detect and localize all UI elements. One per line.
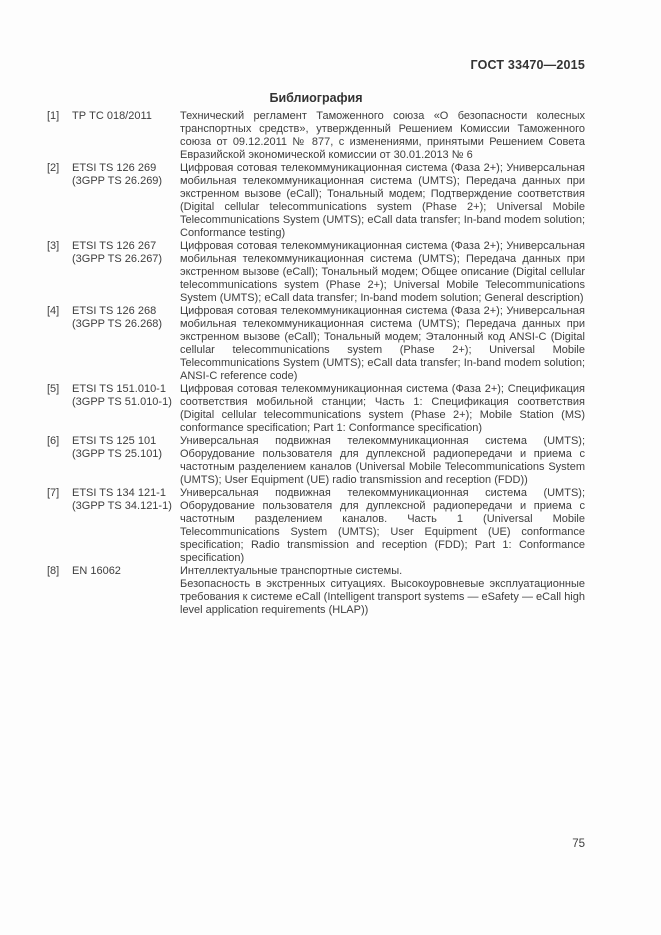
entry-designation-secondary: (3GPP TS 51.010-1) (72, 396, 172, 408)
entry-designation-primary: ETSI TS 151.010-1 (72, 383, 166, 395)
entry-description (180, 240, 585, 305)
bibliography-entry (47, 110, 585, 162)
entry-ref-number: [5] (47, 383, 60, 395)
entry-ref-number: [7] (47, 487, 60, 499)
entry-description (180, 565, 585, 617)
entry-ref-number: [6] (47, 435, 60, 447)
entry-description-text: Технический регламент Таможенного союза «О безопасности колесных транспортных средств», утвержденный Решением Комиссии Таможенного союза от 09.12.2011 № 877, с изменениями, принятыми Решением Совета Евразийской экономической комиссии от 30.01.2013 № 6 (180, 110, 585, 161)
entry-designation-secondary: (3GPP TS 34.121-1) (72, 500, 172, 512)
entry-designation (72, 240, 180, 266)
entry-designation-primary: ETSI TS 126 269 (72, 162, 157, 174)
entry-designation (72, 305, 180, 331)
page-number: 75 (572, 838, 585, 850)
entry-designation (72, 565, 180, 578)
bibliography-entry (47, 565, 585, 617)
entry-designation (72, 110, 180, 123)
entry-description-text: Универсальная подвижная телекоммуникационная система (UMTS); Оборудование пользователя для дуплексной радиопередачи и приема с частотным разделением каналов (Universal Mobile Telecommunications System (UMTS); User Equipment (UE) radio transmission and reception (FDD)) (180, 435, 585, 486)
entry-ref-number: [3] (47, 240, 60, 252)
entry-description-intro: Интеллектуальные транспортные системы. (180, 565, 403, 577)
entry-designation-secondary: (3GPP TS 26.269) (72, 175, 163, 187)
entry-designation (72, 435, 180, 461)
entry-designation-secondary: (3GPP TS 26.267) (72, 253, 163, 265)
entry-designation-primary: ETSI TS 126 268 (72, 305, 157, 317)
entry-designation-secondary: (3GPP TS 26.268) (72, 318, 163, 330)
section-title: Библиография (269, 91, 363, 105)
bibliography-entry (47, 487, 585, 565)
entry-description-text: Цифровая сотовая телекоммуникационная система (Фаза 2+); Спецификация соответствия мобильной станции; Часть 1: Спецификация соответствия (Digital cellular telecommunications system (Phase 2+); Mobile Station (MS) conformance specification; Part 1: Conformance specification) (180, 383, 585, 434)
entry-description (180, 162, 585, 240)
entry-designation-primary: ETSI TS 134 121-1 (72, 487, 166, 499)
entry-ref-number: [4] (47, 305, 60, 317)
entry-designation-primary: ETSI TS 126 267 (72, 240, 157, 252)
bibliography-entry (47, 383, 585, 435)
bibliography-list (47, 110, 585, 617)
document-code: ГОСТ 33470—2015 (470, 58, 585, 72)
bibliography-entry (47, 240, 585, 305)
entry-description (180, 110, 585, 162)
entry-designation-primary: ETSI TS 125 101 (72, 435, 157, 447)
entry-ref-number: [8] (47, 565, 60, 577)
entry-description-text: Безопасность в экстренных ситуациях. Высокоуровневые эксплуатационные требования к системе eCall (Intelligent transport systems — eSafety — eCall high level application requirements (HLAP)) (180, 578, 585, 616)
entry-description (180, 435, 585, 487)
entry-ref-number: [1] (47, 110, 60, 122)
entry-designation-primary: EN 16062 (72, 565, 121, 577)
entry-description-text: Универсальная подвижная телекоммуникационная система (UMTS); Оборудование пользователя для дуплексной радиопередачи и приема с частотным разделением каналов. Часть 1 (Universal Mobile Telecommunications System (UMTS); User Equipment (UE) conformance specification; Radio transmission and reception (FDD); Part 1: Conformance specification) (180, 487, 585, 564)
bibliography-entry (47, 305, 585, 383)
entry-designation-primary: ТР ТС 018/2011 (72, 110, 152, 122)
bibliography-entry (47, 162, 585, 240)
entry-description (180, 305, 585, 383)
entry-description-text: Цифровая сотовая телекоммуникационная система (Фаза 2+); Универсальная мобильная телекоммуникационная система (UMTS); Передача данных при экстренном вызове (eCall); Тональный модем; Подтверждение соответствия (Digital cellular telecommunications system (Phase 2+); Universal Mobile Telecommunications System (UMTS); eCall data transfer; In-band modem solution; Conformance testing) (180, 162, 585, 239)
entry-designation (72, 162, 180, 188)
entry-description (180, 487, 585, 565)
entry-ref-number: [2] (47, 162, 60, 174)
entry-designation-secondary: (3GPP TS 25.101) (72, 448, 163, 460)
entry-designation (72, 383, 180, 409)
entry-description-text: Цифровая сотовая телекоммуникационная система (Фаза 2+); Универсальная мобильная телекоммуникационная система (UMTS); Передача данных при экстренном вызове (eCall); Тональный модем; Общее описание (Digital cellular telecommunications system (Phase 2+); Universal Mobile Telecommunications System (UMTS); eCall data transfer; In-band modem solution; General description) (180, 240, 585, 304)
entry-description (180, 383, 585, 435)
entry-designation (72, 487, 180, 513)
entry-description-text: Цифровая сотовая телекоммуникационная система (Фаза 2+); Универсальная мобильная телекоммуникационная система (UMTS); Передача данных при экстренном вызове (eCall); Тональный модем; Эталонный код ANSI-C (Digital cellular telecommunications system (Phase 2+); Universal Mobile Telecommunications System (UMTS); eCall data transfer; In-band modem solution; ANSI-C reference code) (180, 305, 585, 382)
bibliography-entry (47, 435, 585, 487)
